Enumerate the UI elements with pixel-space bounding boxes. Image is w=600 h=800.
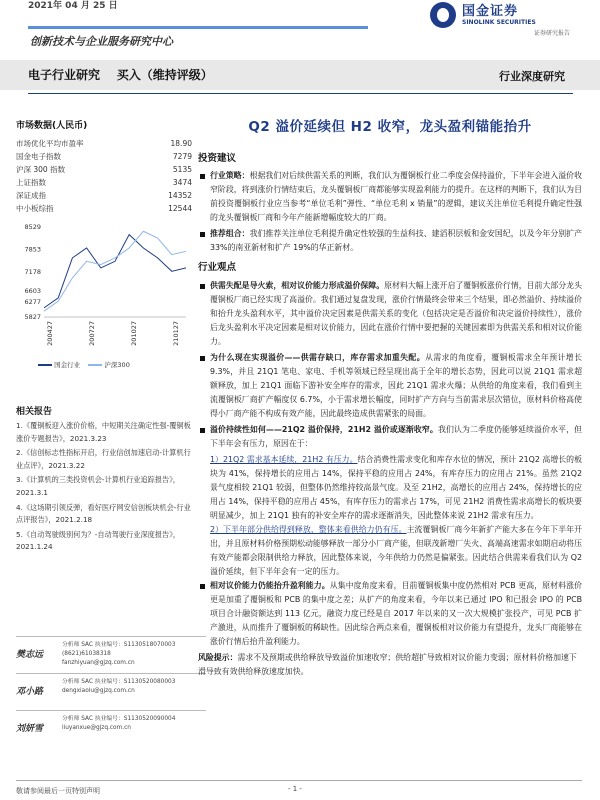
legend-swatch-industry — [38, 364, 52, 366]
y-tick-label: 6603 — [24, 287, 41, 296]
industry-para-4: 相对议价能力仍能抬升盈利能力。从集中度角度来看，目前覆铜板集中度仍然相对 PCB 更高，原材料涨价更是加重了覆铜板和 PCB 的集中度之差；从扩产的角度来看，今年以来已通过 IPO 和已报会 IPO 的 PCB 项目合计融资额达到 113 亿元，融资力度已经是自 2017 年以来的又一次大规模扩张投产，可见 PCB 扩产激进，从而推升了覆铜板的稀缺性。因此综合两点来看，覆铜板相对议价能力有望提升，龙头厂商能够在涨价行情后抬升盈利能力。 — [198, 579, 582, 649]
related-report-item[interactable]: 1.《覆铜板迎入涨价价格，中短期关注确定性强-覆铜板涨价专题报告》，2021.3.23 — [16, 421, 191, 443]
industry-section-title: 行业观点 — [198, 262, 237, 274]
market-label: 国金电子指数 — [16, 152, 61, 162]
bullet-icon — [200, 284, 205, 289]
series-line-1 — [44, 231, 186, 311]
footer-disclaimer: 敬请参阅最后一页特别声明 — [16, 787, 100, 795]
y-tick-label: 5827 — [24, 313, 41, 322]
market-value: 7279 — [172, 152, 192, 162]
sidebar — [16, 120, 192, 371]
footer-rule — [16, 780, 582, 781]
legend-industry: 国金行业 — [54, 361, 81, 370]
analyst-card — [16, 636, 206, 673]
legend-swatch-hs300 — [88, 364, 102, 366]
analyst-email[interactable]: dengxiaolu@gjzq.com.cn — [62, 688, 135, 694]
analyst-role: 分析师 SAC 执业编号：S1130520080003 — [62, 679, 176, 685]
analyst-info — [62, 715, 175, 743]
invest-portfolio-para: 推荐组合：我们推荐关注单位毛利提升确定性较强的生益科技、建滔积层板和金安国纪，以及今年分别扩产 33%的南亚新材和扩产 19%的华正新材。 — [198, 227, 582, 255]
y-tick-label: 6277 — [24, 298, 41, 307]
related-report-item[interactable]: 4.《这场期引领反弹，看好医疗网安信创板块机会-行业点评报告》，2021.2.18 — [16, 502, 191, 525]
market-label: 深证成指 — [16, 191, 46, 201]
market-value: 5135 — [172, 165, 192, 175]
logo-sub: 证券研究报告 — [533, 30, 570, 37]
report-type: 行业深度研究 — [499, 70, 565, 83]
main-content — [198, 118, 582, 679]
header-accent-bar — [28, 26, 368, 29]
sinolink-logo — [430, 2, 570, 36]
related-report-item[interactable]: 5.《自动驾驶级别何为？-自动驾驶行业深度报告》，2021.1.24 — [16, 529, 180, 552]
logo-en: SINOLINK SECURITIES — [462, 19, 536, 26]
bullet-icon — [200, 232, 205, 237]
market-row — [16, 202, 192, 215]
x-tick-label: 200427 — [46, 321, 54, 346]
x-tick-label: 201027 — [130, 321, 138, 346]
analyst-email[interactable]: liuyanxue@gjzq.com.cn — [62, 725, 131, 731]
bullet-icon — [200, 428, 205, 433]
x-tick-label: 200727 — [88, 321, 96, 346]
analyst-card — [16, 710, 206, 747]
market-label: 沪深 300 指数 — [16, 165, 66, 175]
market-row — [16, 137, 192, 150]
related-report-item[interactable]: 2.《信创标志性指标开启，行业信创加速启动-计算机行业点评》，2021.3.22 — [16, 448, 191, 470]
market-label: 市场优化平均市盈率 — [16, 139, 84, 149]
index-chart — [16, 221, 192, 371]
legend-hs300: 沪深300 — [104, 361, 130, 370]
industry-para-2: 为什么现在实现溢价——供需存缺口，库存需求加重失配。从需求的角度看，覆铜板需求全年预计增长 9.3%，并且 21Q1 笔电、家电、手机等领域已经呈现出高于全年的增长态势，因此可以说 21Q1 需求超额释放，加上 21Q1 面临下游补安全库存的需求，因此 21Q1 需求火爆；从供给的角度来看，我们看到主流覆铜板厂商扩产幅度仅 6.7%，小于需求增长幅度，同时扩产方向与当前需求层次错位，原材料价格高使得小厂商产能不构成有效产能，因此最终造成供需紧张的局面。 — [198, 351, 582, 421]
market-row — [16, 176, 192, 189]
market-value: 14352 — [168, 191, 192, 201]
market-row — [16, 163, 192, 176]
industry-para-3: 溢价持续性如何——21Q2 溢价保持，21H2 溢价或逐渐收窄。我们认为二季度仍能够延续溢价水平，但下半年会有压力，原因在于： — [198, 423, 582, 451]
industry-para-3-sub-1: 1）21Q2 需求基本延续，21H2 有压力。结合消费性需求变化和库存水位的情况，预计 21Q2 高增长的板块为 41%，保持增长的应用占 14%，保持平稳的应用占 24%，有库存压力的应用占 21%。虽然 21Q2 景气度相较 21Q1 较弱，但整体仍然维持较高景气度。及至 21H2，高增长的应用占 24%，保持增长的应用占 14%，保持平稳的应用占 45%，有库存压力的需求占 17%，可见 21H2 消费性需求高增长的板块要明显减少，加上 21Q1 独有的补安全库存的需求逐渐消失，因此整体来说 21H2 需求有压力。 — [210, 455, 582, 521]
industry-para-1: 供需失配是导火索，相对议价能力形成溢价保障。原材料大幅上涨开启了覆铜板涨价行情，目前大部分龙头覆铜板厂商已经实现了高溢价。我们通过复盘发现，涨价行情最终会带来三个结果，即必然溢价、持续溢价和抬升龙头盈利水平，其中溢价决定因素是供需关系的变化（包括决定是否溢价和决定溢价持续性），涨价后龙头盈利水平决定因素是相对议价能力，因此在涨价行情中要把握的关键因素即为供需关系和相对议价能力。 — [198, 279, 582, 349]
report-title: Q2 溢价延续但 H2 收窄，龙头盈利锚能抬升 — [248, 119, 532, 135]
market-data-table — [16, 137, 192, 215]
related-report-item[interactable]: 3.《计算机的三类投资机会-计算机行业追踪报告》，2021.3.1 — [16, 475, 180, 497]
market-value: 18.90 — [170, 139, 192, 149]
market-value: 12544 — [168, 204, 192, 214]
research-center-name: 创新技术与企业服务研究中心 — [30, 35, 173, 48]
market-label: 上证指数 — [16, 178, 46, 188]
analyst-name: 邓小路 — [16, 687, 44, 697]
analyst-tel: (8621)61038318 — [62, 651, 111, 657]
analyst-info — [62, 641, 175, 669]
analyst-info — [62, 678, 175, 706]
analyst-list — [16, 636, 206, 747]
x-tick-label: 210127 — [172, 321, 180, 346]
bullet-icon — [200, 584, 205, 589]
index-chart-svg — [16, 221, 192, 371]
bullet-icon — [200, 174, 205, 179]
analyst-role: 分析师 SAC 执业编号：S1130520090004 — [62, 716, 176, 722]
market-data-title: 市场数据(人民币) — [16, 121, 88, 131]
rating-line: 电子行业研究 买入（维持评级） — [28, 68, 213, 82]
bullet-icon — [200, 356, 205, 361]
invest-strategy-para: 行业策略：根据我们对后续供需关系的判断，我们认为覆铜板行业二季度会保持溢价，下半年会进入溢价收窄阶段，将到涨价行情结束后，龙头覆铜板厂商都能够实现盈利能力的提升。在这样的判断下，我们认为目前投资覆铜板行业应当参考“单位毛利”弹性、“单位毛利 x 销量”的逻辑，建议关注单位毛利提升确定性强的龙头覆铜板厂商和今年产能新增幅度较大的厂商。 — [198, 169, 582, 225]
market-value: 3474 — [172, 178, 192, 188]
industry-para-3-sub-2: 2）下半年部分供给得到释放，整体来看供给力仍有压。主流覆铜板厂商今年新扩产能大多在今年下半年开出，并且原材料价格预期松动能够释放一部分小厂商产能，但联茂新增厂失火、高端高速需求如期启动将压有效产能都会限制供给力释放，因此整体来说，今年供给力仍然是偏紧张。因此结合供需来看我们认为 Q2 溢价延续，但下半年会有一定的压力。 — [210, 525, 582, 577]
y-tick-label: 7853 — [24, 245, 41, 254]
analyst-name: 刘妍雪 — [16, 724, 44, 734]
analyst-role: 分析师 SAC 执业编号：S1130518070003 — [62, 642, 176, 648]
analyst-card — [16, 673, 206, 710]
chart-legend — [38, 361, 130, 370]
header-rule — [28, 93, 573, 94]
market-label: 中小板综指 — [16, 204, 54, 214]
y-tick-label: 8529 — [24, 223, 41, 232]
market-row — [16, 189, 192, 202]
report-date: 2021年 04 月 25 日 — [28, 1, 118, 11]
invest-section-title: 投资建议 — [198, 152, 237, 164]
logo-cn: 国金证券 — [462, 4, 519, 19]
risk-warning: 风险提示：需求不及预期或供给释放导致溢价加速收窄；供给超扩导致相对议价能力变弱；原材料价格加速下滑导致有效供给释放速度加快。 — [198, 653, 577, 677]
analyst-email[interactable]: fanzhiyuan@gjzq.com.cn — [62, 660, 135, 666]
page-number: - 1 - — [288, 785, 302, 793]
y-tick-label: 7178 — [24, 268, 41, 277]
logo-mark-icon — [430, 2, 456, 28]
market-row — [16, 150, 192, 163]
related-reports-title: 相关报告 — [16, 407, 53, 417]
related-reports-list — [16, 420, 196, 556]
analyst-name: 樊志远 — [16, 650, 44, 660]
